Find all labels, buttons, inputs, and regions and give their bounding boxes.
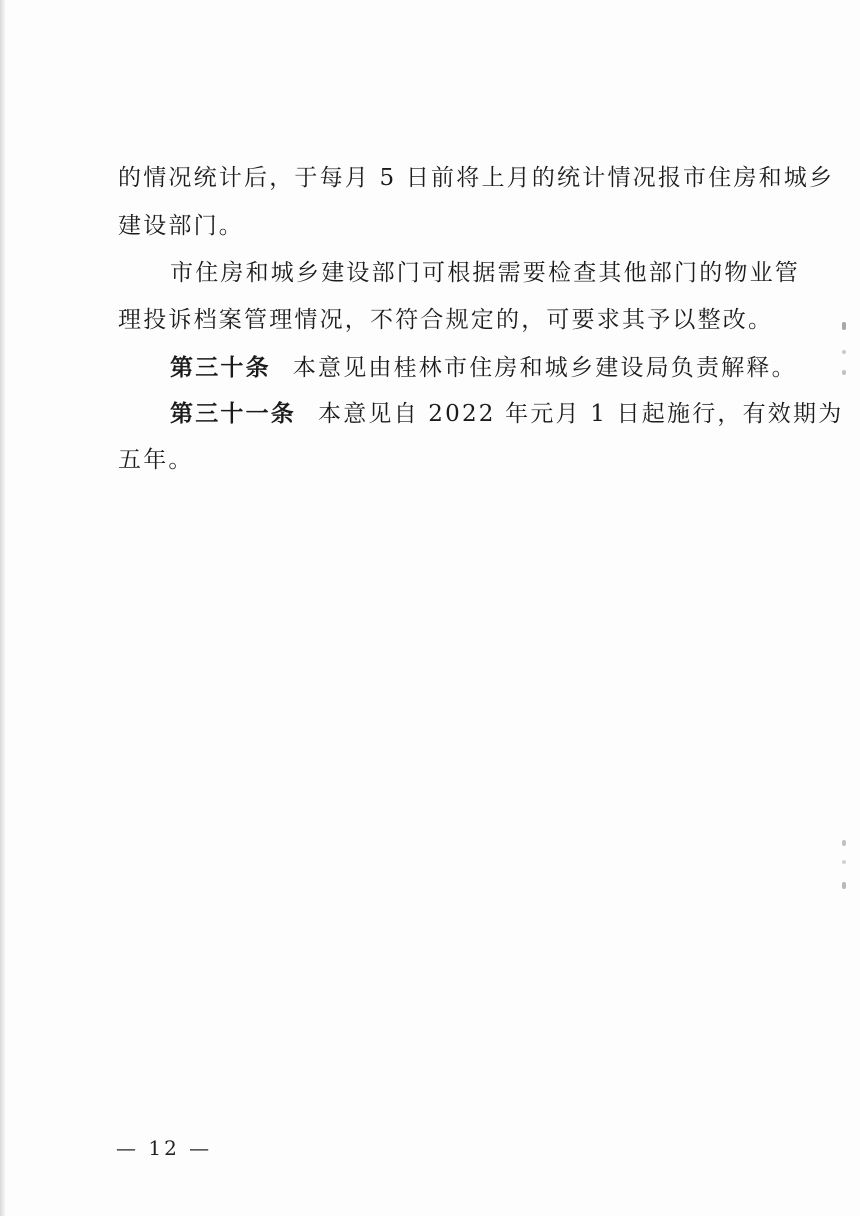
body-line-7: 五年。 [118, 447, 194, 473]
binding-mark [842, 350, 846, 354]
body-line-1: 的情况统计后，于每月 5 日前将上月的统计情况报市住房和城乡 [118, 165, 835, 191]
article-31-heading: 第三十一条 [170, 400, 296, 427]
page-edge-shadow [0, 0, 6, 1216]
binding-mark [842, 860, 846, 864]
article-31 [170, 398, 843, 430]
binding-mark [842, 840, 846, 846]
article-30-heading: 第三十条 [170, 354, 271, 381]
article-31-text: 本意见自 2022 年元月 1 日起施行，有效期为 [318, 401, 844, 427]
binding-mark [842, 370, 846, 375]
body-line-2: 建设部门。 [118, 213, 244, 239]
body-line-4: 理投诉档案管理情况，不符合规定的，可要求其予以整改。 [118, 307, 774, 333]
binding-mark [842, 322, 846, 330]
body-line-3: 市住房和城乡建设部门可根据需要检查其他部门的物业管 [170, 260, 800, 286]
article-30 [170, 352, 797, 384]
page-number: — 12 — [116, 1136, 213, 1160]
article-30-text: 本意见由桂林市住房和城乡建设局负责解释。 [292, 355, 797, 381]
binding-mark [842, 882, 846, 889]
